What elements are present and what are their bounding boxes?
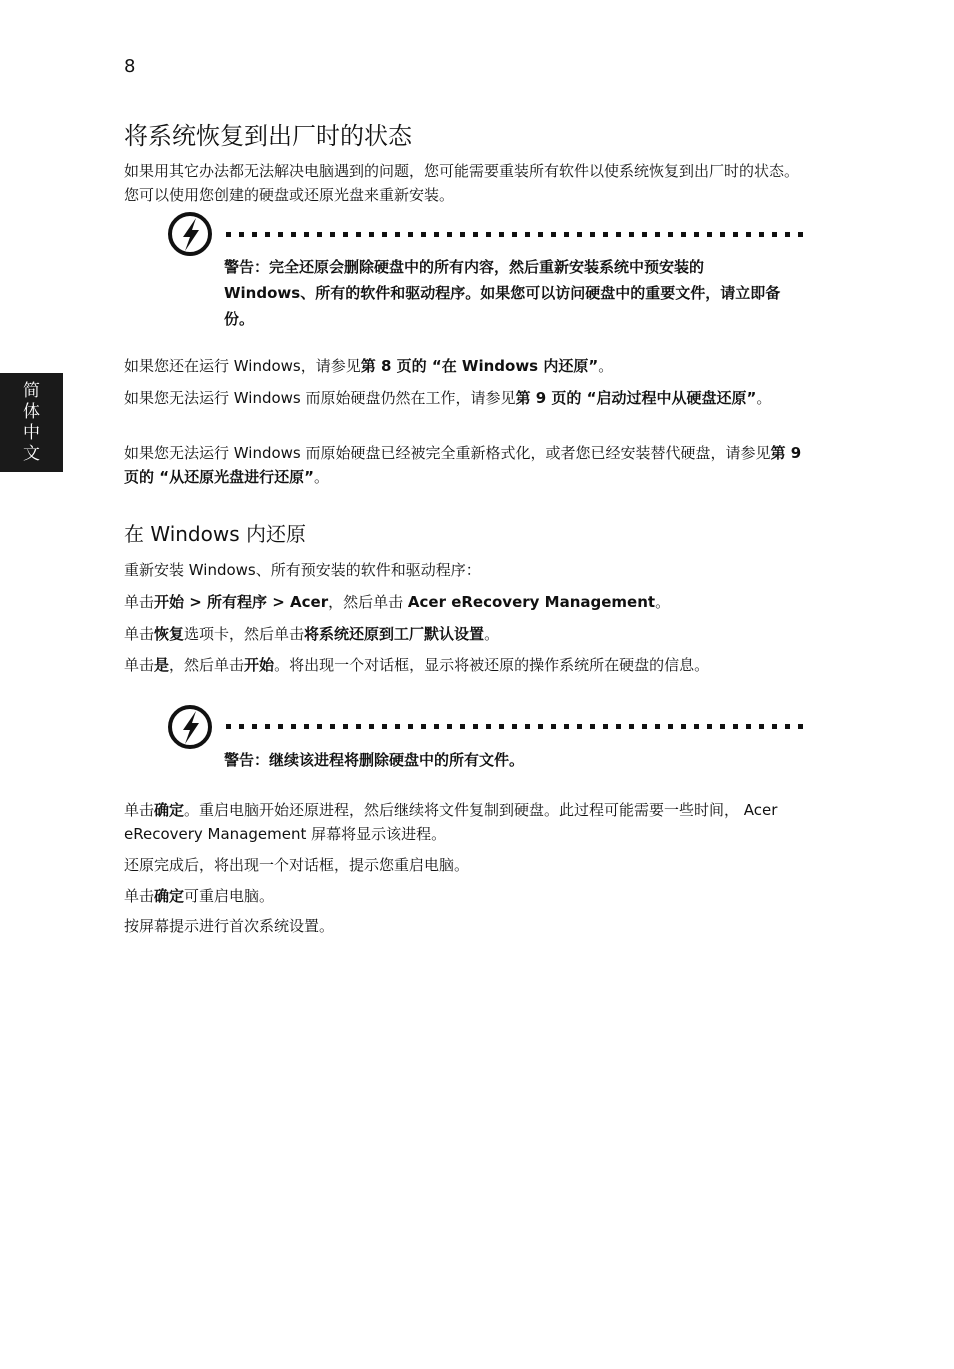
step-text: 单击 xyxy=(124,656,155,674)
step-paragraph xyxy=(124,798,812,846)
reference-text: 如果您还在运行 Windows，请参见 xyxy=(124,357,361,375)
lightning-bolt-warning-icon xyxy=(166,210,214,258)
reference-paragraph xyxy=(124,386,812,410)
step-bold: Acer eRecovery Management xyxy=(407,593,656,611)
reference-text: 如果您无法运行 Windows 而原始硬盘仍然在工作，请参见 xyxy=(124,389,516,407)
step-text: 可重启电脑。 xyxy=(184,887,275,905)
page-number: 8 xyxy=(124,56,136,77)
step-text: 。将出现一个对话框，显示将被还原的操作系统所在硬盘的信息。 xyxy=(274,656,710,674)
step-bold: 恢复 xyxy=(154,625,185,643)
step-text: 单击 xyxy=(124,887,155,905)
subsection-title: 在 Windows 内还原 xyxy=(124,522,306,546)
reference-suffix: 。 xyxy=(313,468,329,486)
reference-suffix: 。 xyxy=(598,357,614,375)
step-text: 选项卡，然后单击 xyxy=(184,625,305,643)
warning-divider xyxy=(226,232,810,237)
reference-suffix: 。 xyxy=(756,389,772,407)
step-bold: 是 xyxy=(154,656,170,674)
step-text: ，然后单击 xyxy=(169,656,245,674)
warning-text: 警告：继续该进程将删除硬盘中的所有文件。 xyxy=(224,751,525,769)
side-tab-char: 中 xyxy=(23,422,40,443)
step-text: 单击 xyxy=(124,625,155,643)
step-paragraph xyxy=(124,653,812,677)
warning-divider xyxy=(226,724,810,729)
side-tab-char: 简 xyxy=(23,380,40,401)
step-bold: 将系统还原到工厂默认设置 xyxy=(304,625,485,643)
side-tab-char: 体 xyxy=(23,401,40,422)
reference-paragraph xyxy=(124,354,812,378)
side-tab-char: 文 xyxy=(23,443,40,464)
step-bold: 确定 xyxy=(154,887,185,905)
step-text: ，然后单击 xyxy=(328,593,408,611)
section-title: 将系统恢复到出厂时的状态 xyxy=(124,122,412,150)
warning-text: 警告：完全还原会删除硬盘中的所有内容，然后重新安装系统中预安装的 Windows、所有的软件和驱动程序。如果您可以访问硬盘中的重要文件，请立即备份。 xyxy=(224,258,781,328)
step-text: 。 xyxy=(655,593,671,611)
lightning-bolt-warning-icon xyxy=(166,703,214,751)
step-paragraph xyxy=(124,590,812,614)
step-paragraph: 按屏幕提示进行首次系统设置。 xyxy=(124,917,335,935)
step-text: 。重启电脑开始还原进程，然后继续将文件复制到硬盘。此过程可能需要一些时间， Acer eRecovery Management 屏幕将显示该进程。 xyxy=(124,801,778,843)
reference-paragraph xyxy=(124,441,812,489)
step-paragraph xyxy=(124,622,812,646)
step-paragraph xyxy=(124,884,812,908)
step-intro: 重新安装 Windows、所有预安装的软件和驱动程序： xyxy=(124,561,481,579)
page-reference: 第 9 页的 “从还原光盘进行还原” xyxy=(124,444,802,486)
page-reference: 第 9 页的 “启动过程中从硬盘还原” xyxy=(515,389,757,407)
step-bold: 确定 xyxy=(154,801,185,819)
step-bold: 开始 xyxy=(244,656,275,674)
step-text: 。 xyxy=(484,625,500,643)
step-text: 单击 xyxy=(124,801,155,819)
step-paragraph: 还原完成后，将出现一个对话框，提示您重启电脑。 xyxy=(124,856,470,874)
intro-paragraph: 如果用其它办法都无法解决电脑遇到的问题，您可能需要重装所有软件以使系统恢复到出厂时的状态。您可以使用您创建的硬盘或还原光盘来重新安装。 xyxy=(124,162,800,204)
step-bold: 开始 > 所有程序 > Acer xyxy=(154,593,329,611)
language-side-tab xyxy=(0,373,63,472)
reference-text: 如果您无法运行 Windows 而原始硬盘已经被完全重新格式化，或者您已经安装替代硬盘，请参见 xyxy=(124,444,771,462)
step-text: 单击 xyxy=(124,593,155,611)
page-reference: 第 8 页的 “在 Windows 内还原” xyxy=(360,357,599,375)
